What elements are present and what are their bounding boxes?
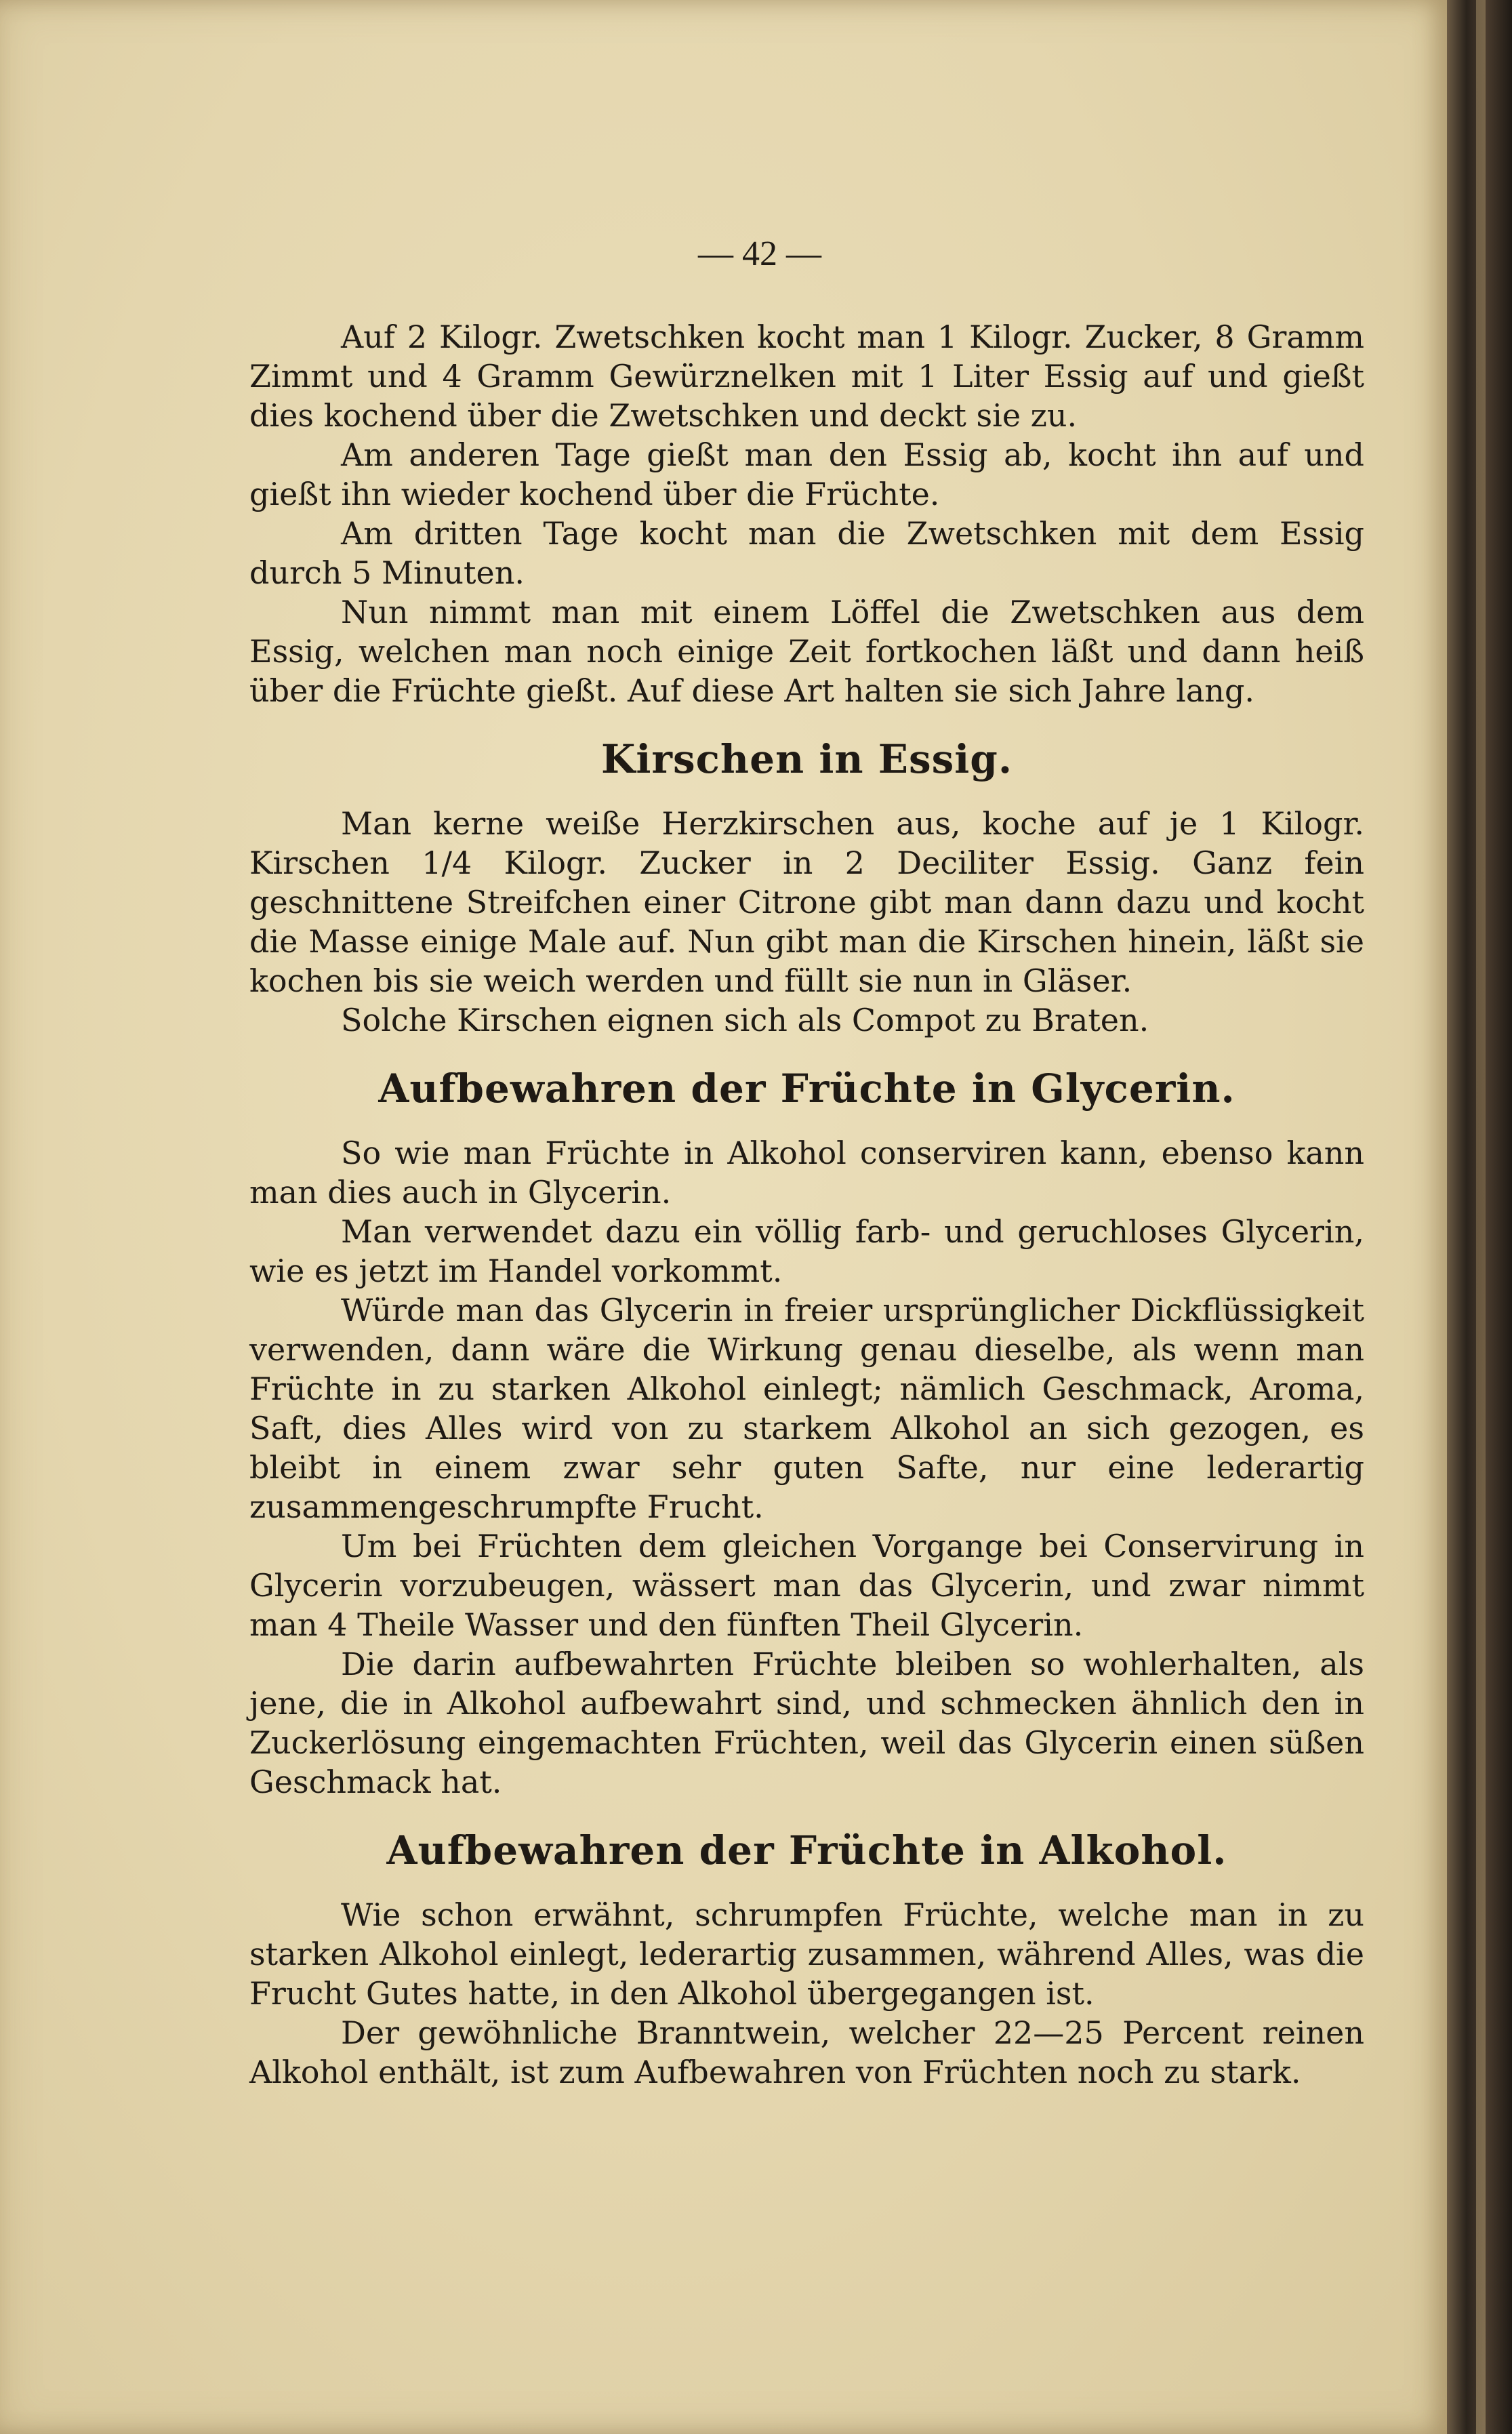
paragraph: Am anderen Tage gießt man den Essig ab, kocht ihn auf und gießt ihn wieder kochend über die Früchte. xyxy=(249,437,1364,512)
page-body xyxy=(249,224,1364,2092)
paragraph: Man kerne weiße Herzkirschen aus, koche auf je 1 Kilogr. Kirschen 1/4 Kilogr. Zucker in 2 Deciliter Essig. Ganz fein geschnittene Streifchen einer Citrone gibt man dann dazu und kocht die Masse einige Male auf. Nun gibt man die Kirschen hinein, läßt sie kochen bis sie weich werden und füllt sie nun in Gläser. xyxy=(249,805,1364,999)
section-heading-kirschen: Kirschen in Essig. xyxy=(600,736,1013,782)
paragraph: Um bei Früchten dem gleichen Vorgange bei Conservirung in Glycerin vorzubeugen, wässert man das Glycerin, und zwar nimmt man 4 Theile Wasser und den fünften Theil Glycerin. xyxy=(249,1528,1364,1643)
paragraph: Solche Kirschen eignen sich als Compot zu Braten. xyxy=(341,1002,1149,1038)
paragraph: Der gewöhnliche Branntwein, welcher 22—25 Percent reinen Alkohol enthält, ist zum Aufbewahren von Früchten noch zu stark. xyxy=(249,2014,1364,2090)
paragraph: Auf 2 Kilogr. Zwetschken kocht man 1 Kilogr. Zucker, 8 Gramm Zimmt und 4 Gramm Gewürznelken mit 1 Liter Essig auf und gießt dies kochend über die Zwetschken und deckt sie zu. xyxy=(249,319,1364,434)
section-heading-alkohol: Aufbewahren der Früchte in Alkohol. xyxy=(386,1827,1227,1873)
page-edge-strip xyxy=(1476,0,1486,2434)
paragraph: Die darin aufbewahrten Früchte bleiben so wohlerhalten, als jene, die in Alkohol aufbewahrt sind, und schmecken ähnlich den in Zuckerlösung eingemachten Früchten, weil das Glycerin einen süßen Geschmack hat. xyxy=(249,1646,1364,1800)
paragraph: Am dritten Tage kocht man die Zwetschken mit dem Essig durch 5 Minuten. xyxy=(249,515,1364,591)
paragraph: Wie schon erwähnt, schrumpfen Früchte, welche man in zu starken Alkohol einlegt, lederartig zusammen, während Alles, was die Frucht Gutes hatte, in den Alkohol übergegangen ist. xyxy=(249,1897,1364,2012)
paragraph: Nun nimmt man mit einem Löffel die Zwetschken aus dem Essig, welchen man noch einige Zeit fortkochen läßt und dann heiß über die Früchte gießt. Auf diese Art halten sie sich Jahre lang. xyxy=(249,594,1364,709)
paragraph: Man verwendet dazu ein völlig farb- und geruchloses Glycerin, wie es jetzt im Handel vorkommt. xyxy=(249,1213,1364,1289)
section-heading-glycerin: Aufbewahren der Früchte in Glycerin. xyxy=(378,1066,1235,1112)
page-number: — 42 — xyxy=(698,235,821,273)
paragraph: Würde man das Glycerin in freier ursprünglicher Dickflüssigkeit verwenden, dann wäre die Wirkung genau dieselbe, als wenn man Früchte in zu starken Alkohol einlegt; nämlich Geschmack, Aroma, Saft, dies Alles wird von zu starkem Alkohol an sich gezogen, es bleibt in einem zwar sehr guten Safte, nur eine lederartig zusammengeschrumpfte Frucht. xyxy=(249,1292,1364,1525)
paragraph: So wie man Früchte in Alkohol conserviren kann, ebenso kann man dies auch in Glycerin. xyxy=(249,1135,1364,1211)
